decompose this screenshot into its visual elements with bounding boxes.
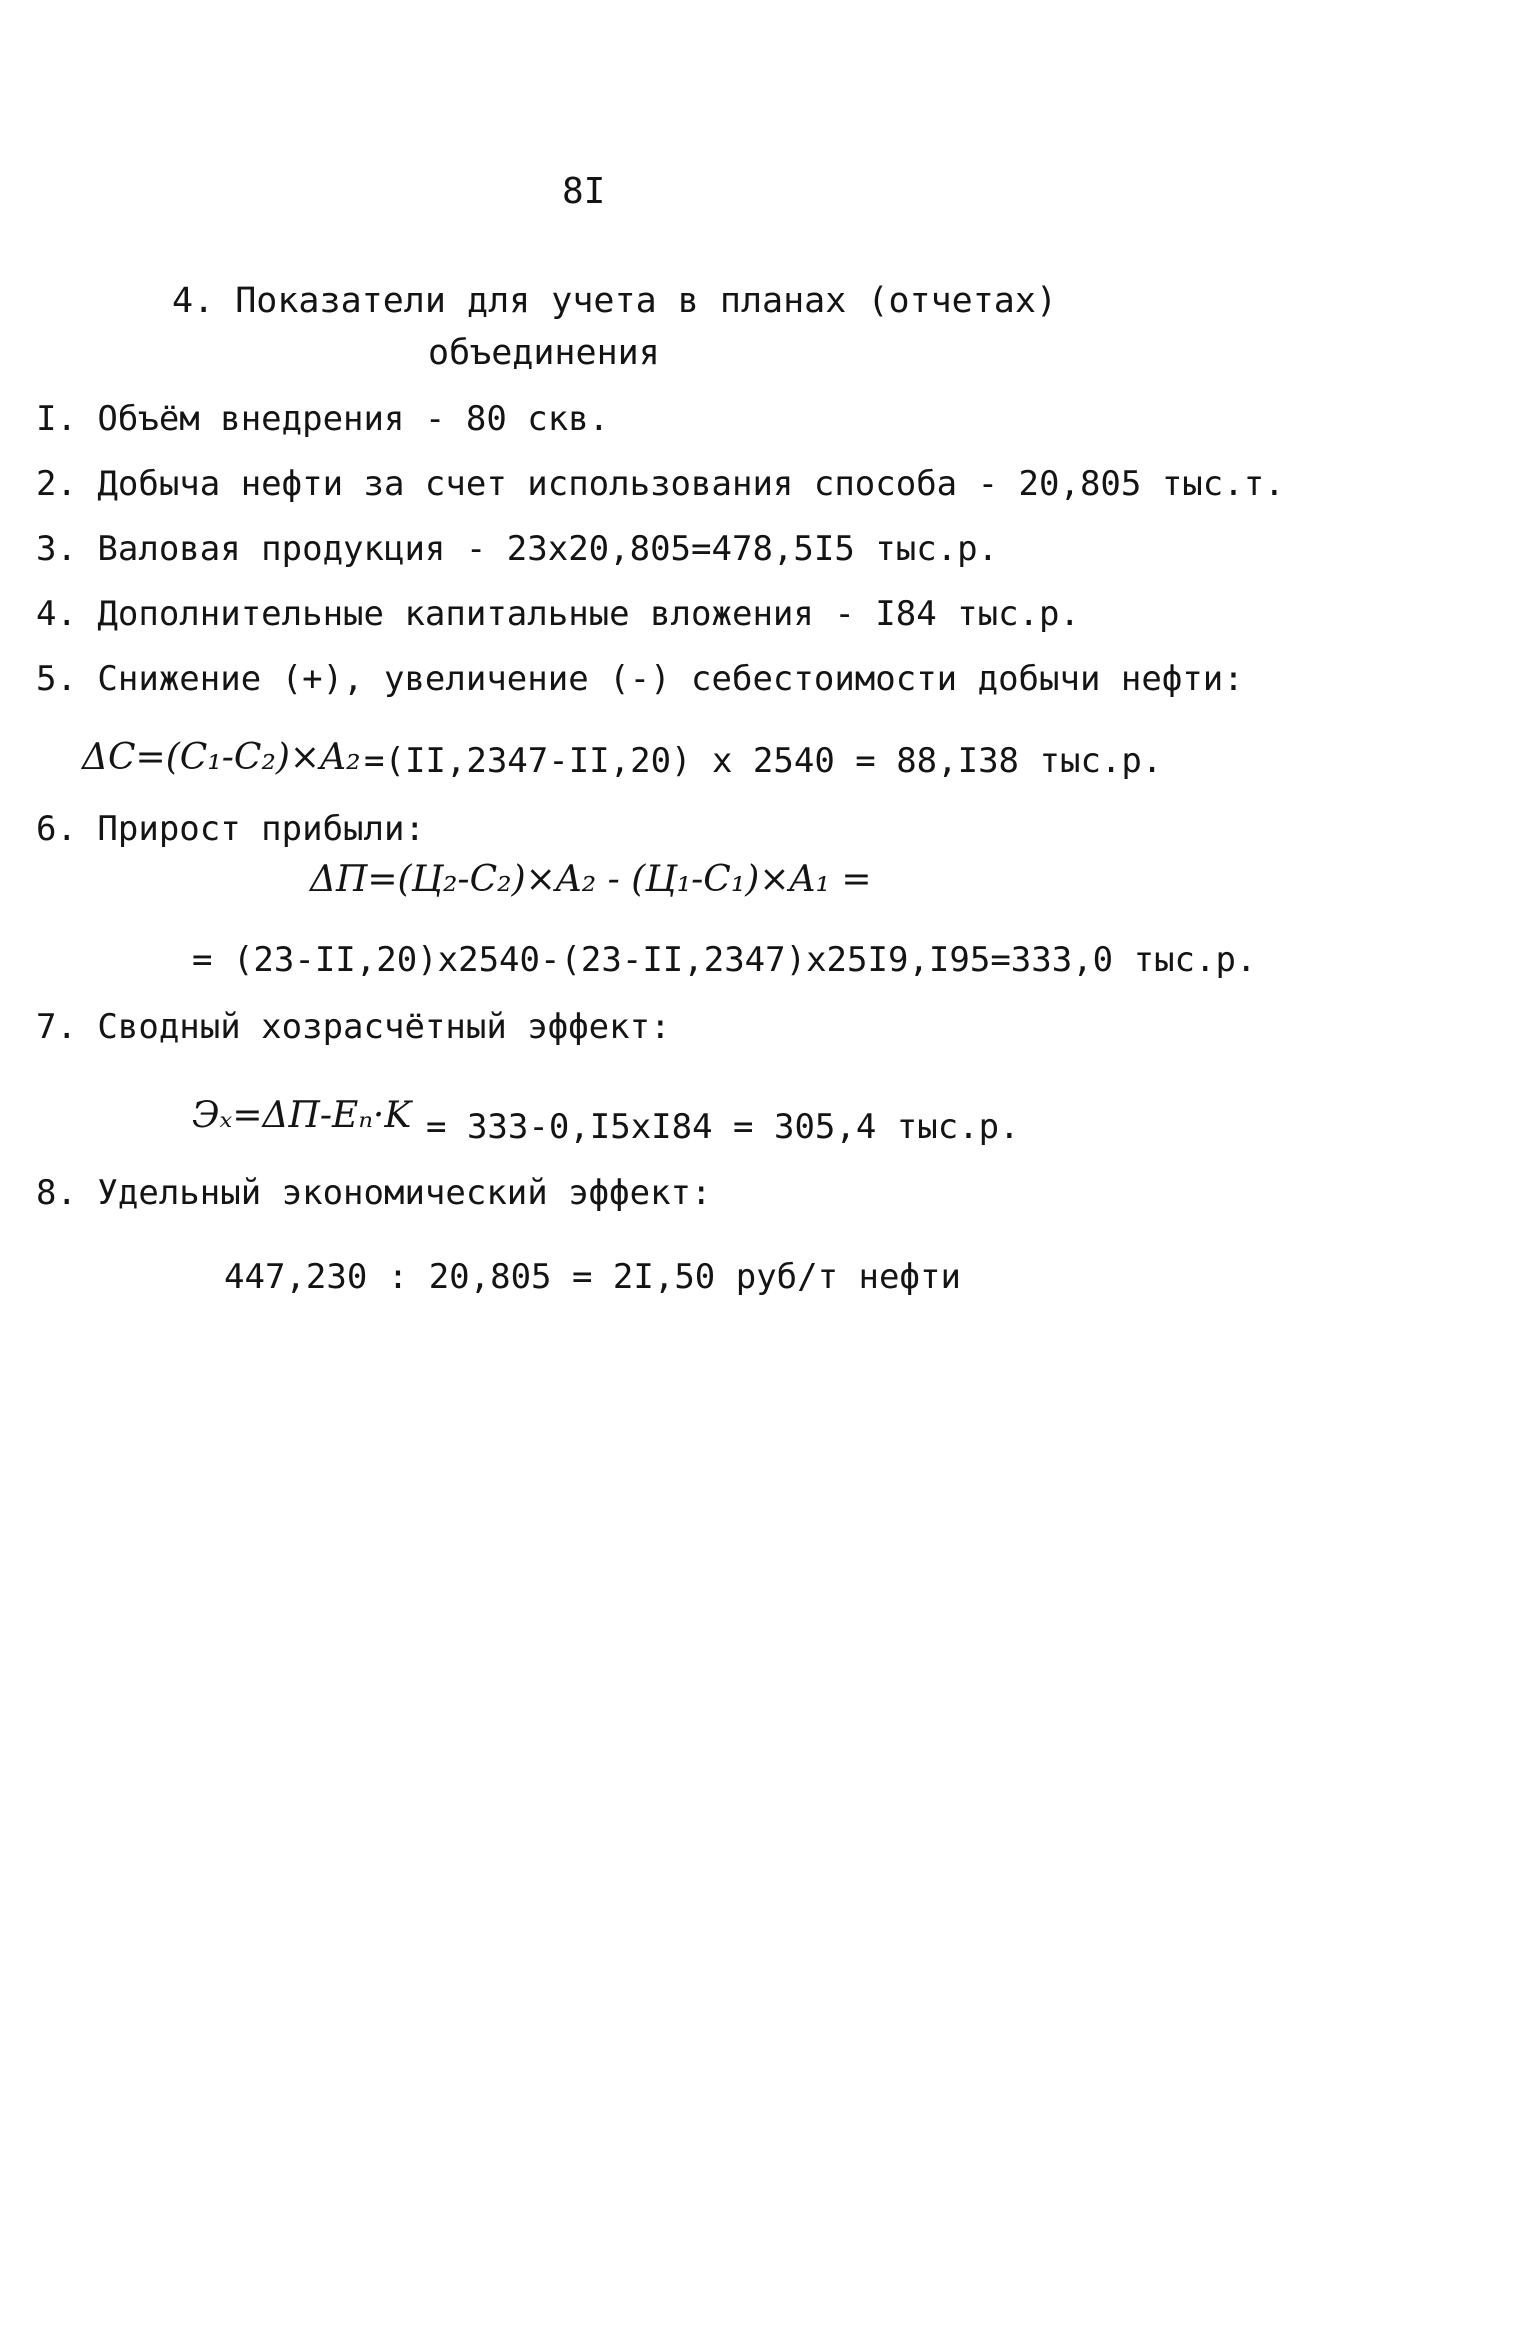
list-item-4: 4. Дополнительные капитальные вложения - I84 тыс.р. [36,594,1080,634]
specific-effect-calculation: 447,230 : 20,805 = 2I,50 руб/т нефти [224,1257,961,1297]
list-item-3: 3. Валовая продукция - 23х20,805=478,5I5 тыс.р. [36,529,999,569]
cost-reduction-formula: ΔC=(C₁-C₂)×A₂ [82,737,361,778]
page-number: 8I [562,171,606,212]
effect-calculation: = 333-0,I5xI84 = 305,4 тыс.р. [426,1107,1020,1147]
profit-gain-formula: ΔП=(Ц₂-C₂)×A₂ - (Ц₁-C₁)×A₁ = [310,859,872,900]
list-item-2: 2. Добыча нефти за счет использования способа - 20,805 тыс.т. [36,464,1285,504]
list-item-1: I. Объём внедрения - 80 скв. [36,399,610,439]
cost-reduction-calculation: =(II,2347-II,20) x 2540 = 88,I38 тыс.р. [364,741,1163,781]
effect-formula: Эₓ=ΔП-Eₙ·K [192,1095,412,1136]
list-item-6: 6. Прирост прибыли: [36,809,425,849]
section-title: 4. Показатели для учета в планах (отчетах) [172,281,1058,321]
profit-gain-calculation: = (23-II,20)x2540-(23-II,2347)x25I9,I95=333,0 тыс.р. [192,940,1257,980]
list-item-5: 5. Снижение (+), увеличение (-) себестоимости добычи нефти: [36,659,1244,699]
section-title-continued: объединения [428,333,660,373]
list-item-7: 7. Сводный хозрасчётный эффект: [36,1007,671,1047]
list-item-8: 8. Удельный экономический эффект: [36,1173,712,1213]
